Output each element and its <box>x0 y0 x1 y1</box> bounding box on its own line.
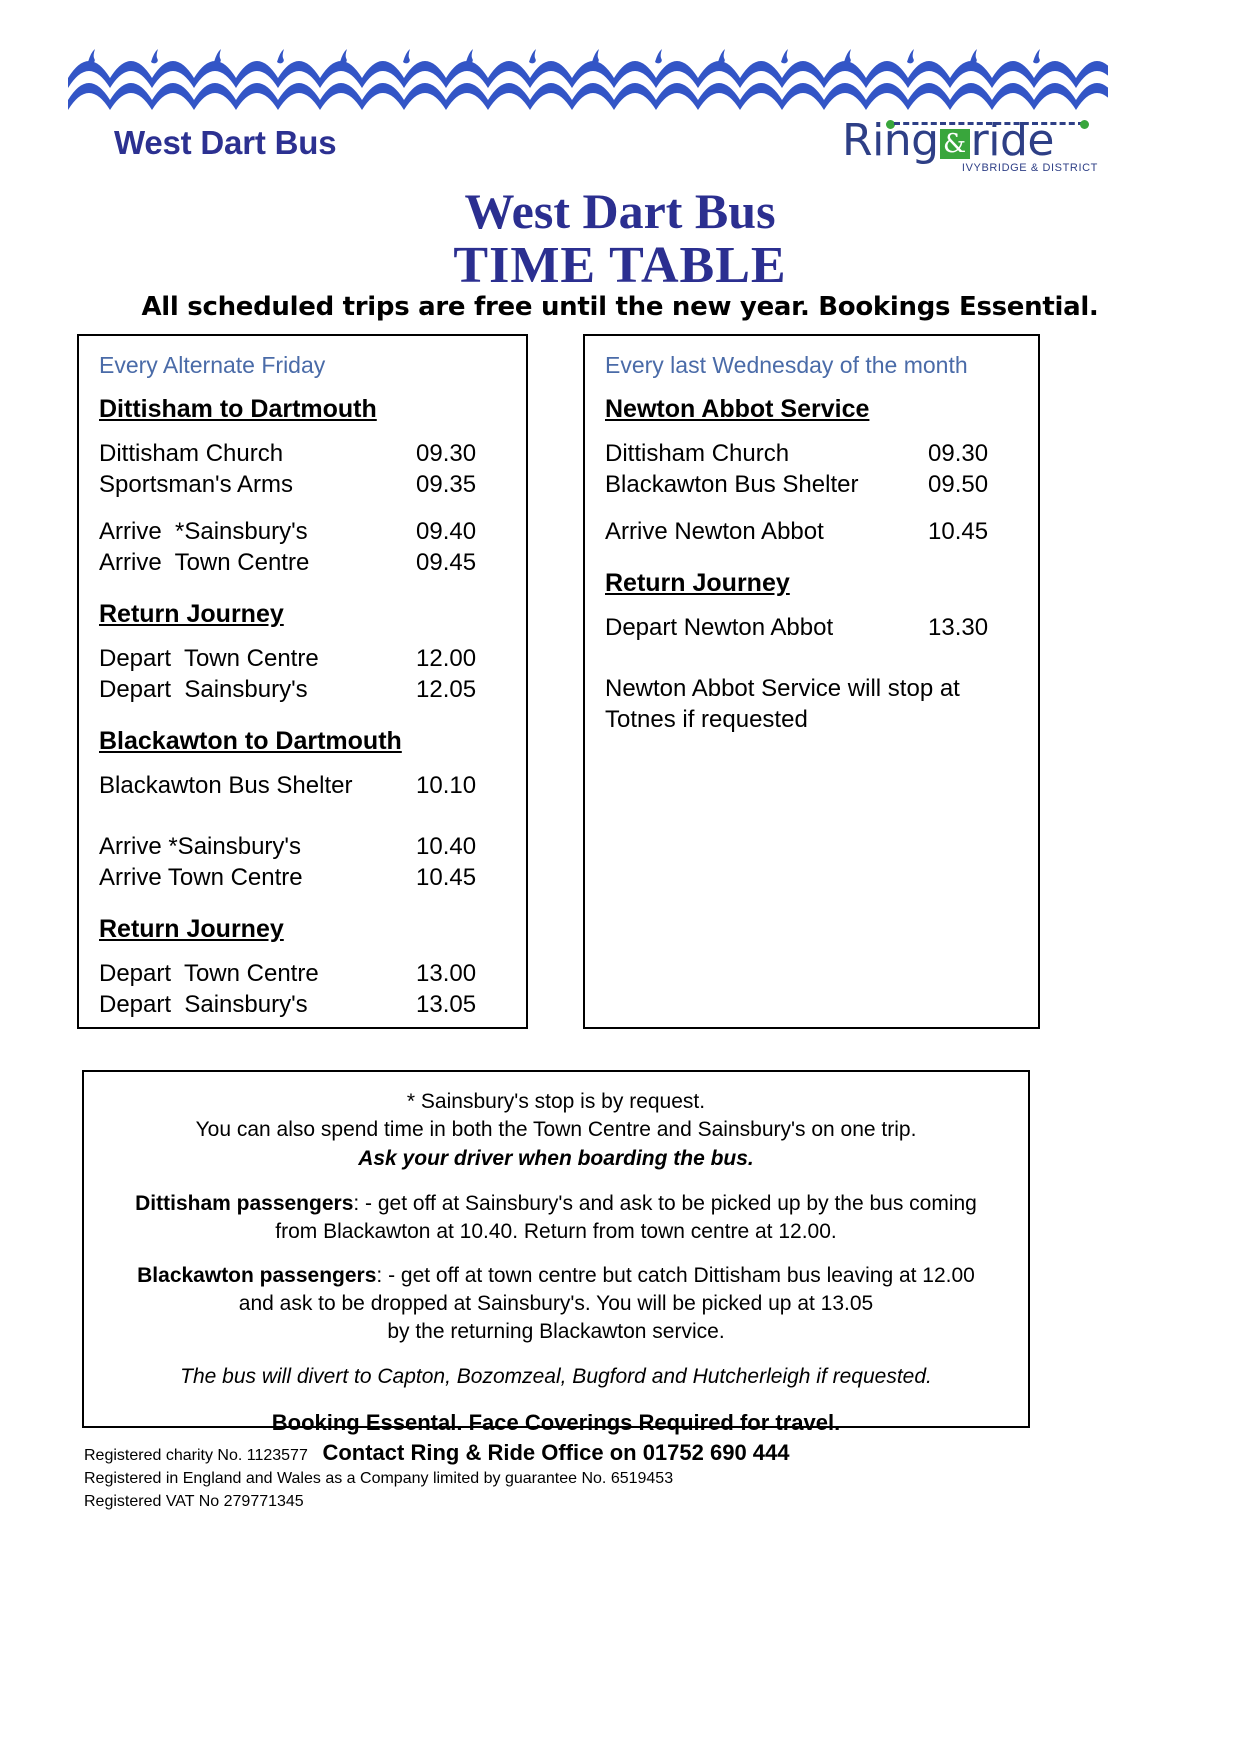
table-row <box>99 989 508 1020</box>
note-booking-essential: Booking Essental. Face Coverings Required for travel. <box>271 1410 841 1435</box>
wave-header-graphic <box>68 48 1108 110</box>
stop-time: 10.45 <box>928 518 989 545</box>
page-title-line1: West Dart Bus <box>464 183 776 239</box>
route-heading-blackawton-dartmouth: Blackawton to Dartmouth <box>99 727 402 755</box>
stop-time: 09.40 <box>416 518 477 545</box>
note-contact-office: Contact Ring & Ride Office on 01752 690 444 <box>322 1440 790 1465</box>
route-heading-return-journey-2: Return Journey <box>99 915 284 943</box>
note-sainsburys-request: * Sainsbury's stop is by request. <box>406 1090 706 1113</box>
spacer <box>99 801 508 831</box>
stop-time: 09.45 <box>416 549 477 576</box>
note-blackawton-paragraph <box>106 1262 1006 1346</box>
stop-time: 13.30 <box>928 614 989 641</box>
stop-time: 09.50 <box>928 471 989 498</box>
stop-name: Depart Sainsbury's <box>99 676 308 703</box>
stop-name: Depart Town Centre <box>99 645 319 672</box>
stop-time: 10.45 <box>416 864 477 891</box>
stop-name: Arrive Town Centre <box>99 864 303 891</box>
note-blackawton-text2: and ask to be dropped at Sainsbury's. You will be picked up at 13.05 <box>238 1292 874 1315</box>
page-subtitle-notice: All scheduled trips are free until the new year. Bookings Essential. <box>141 292 1099 322</box>
stop-name: Arrive Town Centre <box>99 549 310 576</box>
logo-subtitle: IVYBRIDGE & DISTRICT <box>961 162 1098 174</box>
spacer <box>99 500 508 516</box>
note-blackawton-text: : - get off at town centre but catch Dittisham bus leaving at 12.00 <box>376 1264 975 1287</box>
spacer <box>99 578 508 600</box>
stop-name: Arrive *Sainsbury's <box>99 518 308 545</box>
stop-name: Dittisham Church <box>605 440 790 467</box>
ring-and-ride-logo <box>842 115 1100 184</box>
table-row <box>99 438 508 469</box>
note-dittisham-paragraph <box>106 1190 1006 1246</box>
stop-time: 10.10 <box>416 772 477 799</box>
stop-time: 09.35 <box>416 471 477 498</box>
footer-registration <box>84 1444 984 1513</box>
route-heading-newton-abbot-service: Newton Abbot Service <box>605 395 870 423</box>
brand-name-left: West Dart Bus <box>114 124 337 161</box>
note-dittisham-text: : - get off at Sainsbury's and ask to be picked up by the bus coming <box>353 1192 977 1215</box>
stop-name: Arrive *Sainsbury's <box>99 833 301 860</box>
stop-time: 10.40 <box>416 833 477 860</box>
logo-word-ride: ride <box>970 115 1054 166</box>
stop-name: Sportsman's Arms <box>99 471 293 498</box>
table-row <box>99 831 508 862</box>
stop-time: 09.30 <box>416 440 477 467</box>
stop-name: Arrive Newton Abbot <box>605 518 824 545</box>
spacer <box>605 547 1020 569</box>
route-heading-return-journey-newton: Return Journey <box>605 569 790 597</box>
newton-abbot-totnes-note: Newton Abbot Service will stop at Totnes if requested <box>605 675 960 733</box>
table-row <box>99 547 508 578</box>
table-row <box>605 516 1020 547</box>
table-row <box>99 862 508 893</box>
footer-charity-no: Registered charity No. 1123577 <box>84 1447 308 1464</box>
spacer <box>605 643 1020 673</box>
spacer <box>99 705 508 727</box>
note-blackawton-label: Blackawton passengers <box>137 1264 377 1287</box>
table-row <box>605 469 1020 500</box>
stop-name: Blackawton Bus Shelter <box>605 471 859 498</box>
timetable-box-friday <box>77 334 528 1029</box>
note-spend-time: You can also spend time in both the Town Centre and Sainsbury's on one trip. <box>195 1118 917 1141</box>
logo-word-ring: Ring <box>842 115 939 166</box>
stop-name: Depart Sainsbury's <box>99 991 308 1018</box>
masthead <box>68 115 1108 184</box>
table-row <box>99 643 508 674</box>
note-dittisham-label: Dittisham passengers <box>135 1192 354 1215</box>
table-row <box>99 770 508 801</box>
spacer <box>605 500 1020 516</box>
box-caption-friday: Every Alternate Friday <box>99 352 326 378</box>
spacer <box>99 893 508 915</box>
footer-company-no: Registered in England and Wales as a Company limited by guarantee No. 6519453 <box>84 1470 674 1487</box>
route-heading-dittisham-dartmouth: Dittisham to Dartmouth <box>99 395 377 423</box>
table-row <box>99 469 508 500</box>
box-caption-wednesday: Every last Wednesday of the month <box>605 352 968 378</box>
table-row <box>605 438 1020 469</box>
stop-time: 13.05 <box>416 991 477 1018</box>
stop-name: Dittisham Church <box>99 440 284 467</box>
table-row <box>99 958 508 989</box>
note-divert-text: The bus will divert to Capton, Bozomzeal, Bugford and Hutcherleigh if requested. <box>180 1365 932 1388</box>
note-ask-driver: Ask your driver when boarding the bus. <box>358 1147 754 1170</box>
route-heading-return-journey-1: Return Journey <box>99 600 284 628</box>
stop-name: Depart Newton Abbot <box>605 614 834 641</box>
note-divert-paragraph <box>106 1362 1006 1392</box>
stop-time: 13.00 <box>416 960 477 987</box>
note-dittisham-text2: from Blackawton at 10.40. Return from town centre at 12.00. <box>275 1220 837 1243</box>
stop-name: Blackawton Bus Shelter <box>99 772 353 799</box>
table-row <box>99 674 508 705</box>
stop-time: 09.30 <box>928 440 989 467</box>
stop-time: 12.05 <box>416 676 477 703</box>
note-blackawton-text3: by the returning Blackawton service. <box>387 1320 725 1343</box>
footer-vat-no: Registered VAT No 279771345 <box>84 1493 304 1510</box>
page-title-line2: TIME TABLE <box>453 237 787 294</box>
stop-time: 12.00 <box>416 645 477 672</box>
stop-name: Depart Town Centre <box>99 960 319 987</box>
logo-ampersand-badge: & <box>940 129 970 159</box>
table-row <box>99 516 508 547</box>
table-row <box>605 612 1020 643</box>
timetable-box-wednesday <box>583 334 1040 1029</box>
